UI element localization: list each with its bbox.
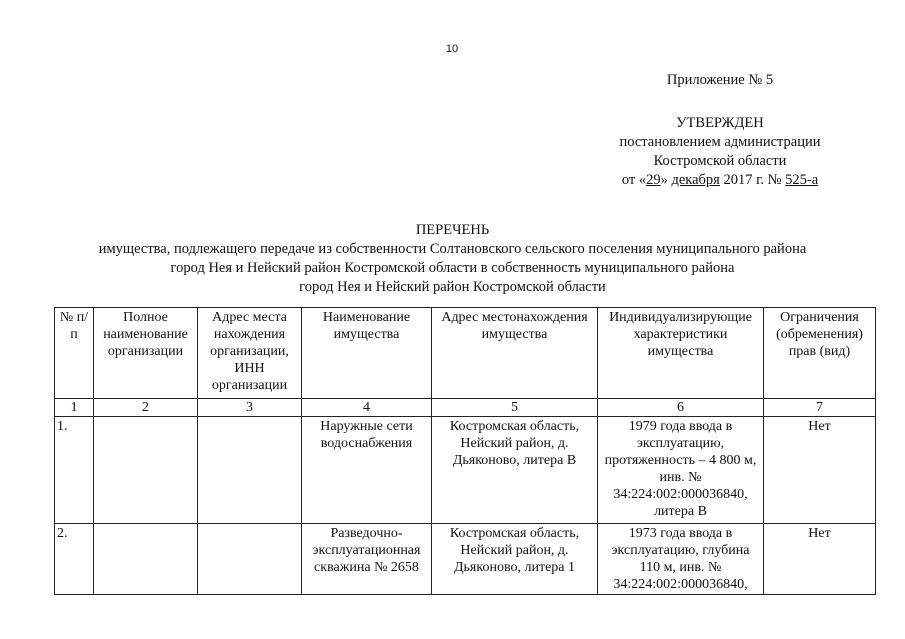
header-characteristics: Индивидуализирующие характеристики имущества bbox=[598, 308, 764, 399]
row-characteristics: 1973 года ввода в эксплуатацию, глубина 110 м, инв. № 34:224:002:000036840, bbox=[598, 524, 764, 595]
row-property-address: Костромская область, Нейский район, д. Дьяконово, литера 1 bbox=[432, 524, 598, 595]
row-property-name: Разведочно-эксплуатационная скважина № 2658 bbox=[302, 524, 432, 595]
row-number: 1. bbox=[55, 417, 94, 524]
date-prefix: от « bbox=[621, 172, 647, 188]
row-org-name bbox=[94, 524, 198, 595]
property-table bbox=[54, 307, 876, 595]
header-property-address: Адрес местонахождения имущества bbox=[432, 308, 598, 399]
date-year: 2017 г. № bbox=[719, 172, 786, 188]
approval-line-1: постановлением администрации bbox=[619, 134, 821, 150]
column-number: 5 bbox=[432, 399, 598, 417]
column-number: 2 bbox=[94, 399, 198, 417]
title-line-2: город Нея и Нейский район Костромской области в собственность муниципального района bbox=[170, 260, 735, 276]
row-characteristics: 1979 года ввода в эксплуатацию, протяженность – 4 800 м, инв. № 34:224:002:000036840, литера В bbox=[598, 417, 764, 524]
decree-number: 525-а bbox=[785, 172, 819, 188]
column-number: 3 bbox=[198, 399, 302, 417]
date-day-suffix: » bbox=[660, 172, 672, 188]
document-title bbox=[40, 221, 865, 297]
row-restrictions: Нет bbox=[764, 417, 876, 524]
column-number: 1 bbox=[55, 399, 94, 417]
title-heading: ПЕРЕЧЕНЬ bbox=[415, 222, 490, 238]
row-number: 2. bbox=[55, 524, 94, 595]
page-number: 10 bbox=[445, 43, 459, 55]
approval-block bbox=[585, 114, 855, 190]
date-day: 29 bbox=[646, 172, 661, 188]
table-row bbox=[55, 524, 876, 595]
row-restrictions: Нет bbox=[764, 524, 876, 595]
column-number: 4 bbox=[302, 399, 432, 417]
approval-line-2: Костромской области bbox=[653, 153, 787, 169]
row-property-name: Наружные сети водоснабжения bbox=[302, 417, 432, 524]
header-org-name: Полное наименование организации bbox=[94, 308, 198, 399]
table-row bbox=[55, 417, 876, 524]
header-restrictions: Ограничения (обременения) прав (вид) bbox=[764, 308, 876, 399]
approval-heading: УТВЕРЖДЕН bbox=[676, 115, 764, 131]
header-org-address: Адрес места нахождения организации, ИНН организации bbox=[198, 308, 302, 399]
title-line-1: имущества, подлежащего передаче из собственности Солтановского сельского поселения муниципального района bbox=[98, 241, 807, 257]
column-number: 7 bbox=[764, 399, 876, 417]
column-number: 6 bbox=[598, 399, 764, 417]
header-num: № п/п bbox=[55, 308, 94, 399]
table-header-row bbox=[55, 308, 876, 399]
row-org-address bbox=[198, 524, 302, 595]
row-org-address bbox=[198, 417, 302, 524]
row-property-address: Костромская область, Нейский район, д. Дьяконово, литера В bbox=[432, 417, 598, 524]
header-property-name: Наименование имущества bbox=[302, 308, 432, 399]
approval-date-line bbox=[585, 171, 855, 190]
date-month: декабря bbox=[671, 172, 720, 188]
row-org-name bbox=[94, 417, 198, 524]
table-column-number-row bbox=[55, 399, 876, 417]
title-line-3: город Нея и Нейский район Костромской области bbox=[299, 279, 606, 295]
appendix-label: Приложение № 5 bbox=[666, 72, 774, 88]
